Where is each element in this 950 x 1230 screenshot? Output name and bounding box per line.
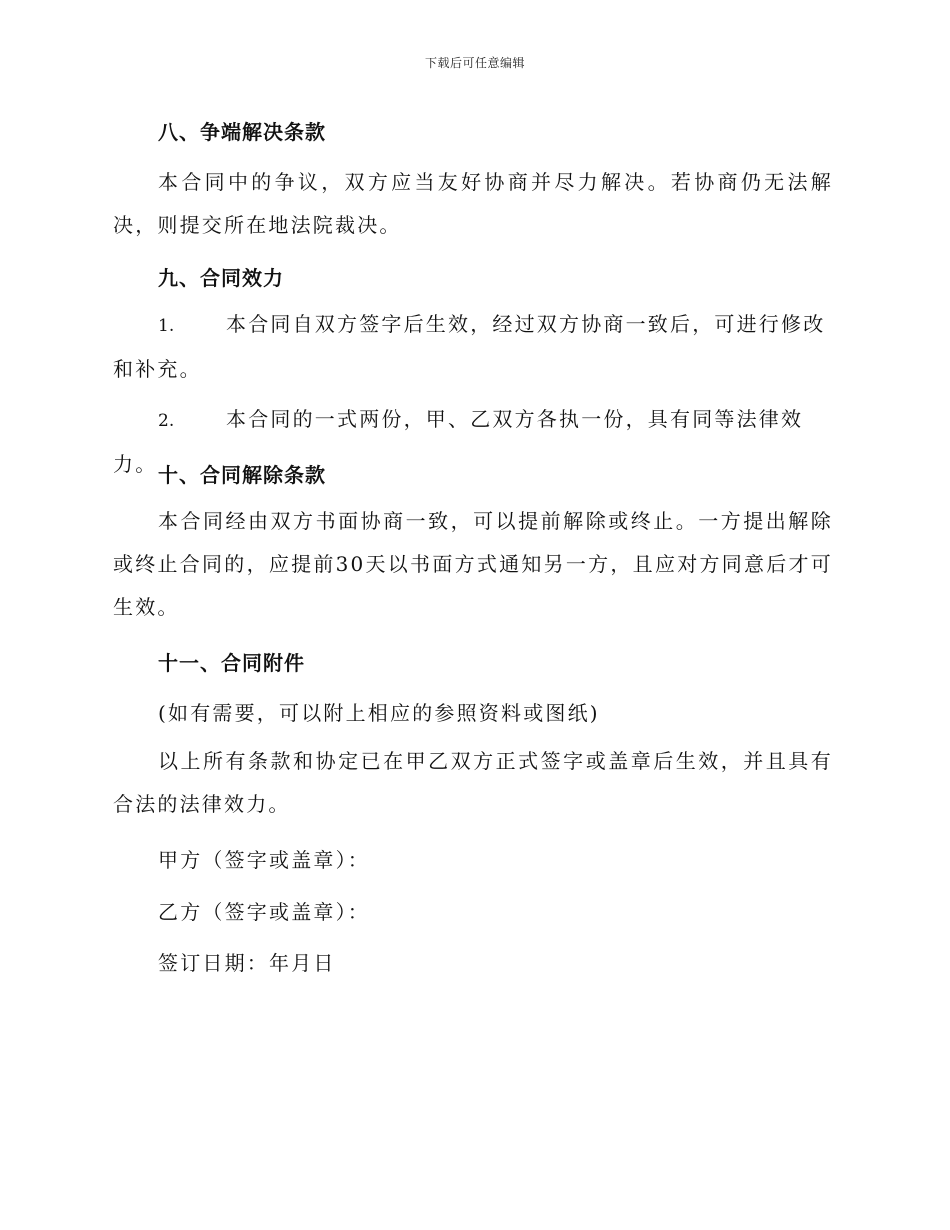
section-9-item-1: [113, 303, 833, 391]
item-2-number: 2.: [158, 411, 175, 431]
signing-date: 签订日期：年月日: [158, 951, 336, 975]
header-note: 下载后可任意编辑: [424, 56, 525, 70]
party-a-signature: 甲方（签字或盖章）：: [158, 848, 370, 872]
closing-statement: 以上所有条款和协定已在甲乙双方正式签字或盖章后生效，并且具有合法的法律效力。: [113, 749, 833, 816]
section-9-title: 九、合同效力: [158, 266, 284, 290]
item-2-text: 本合同的一式两份，甲、乙双方各执一份，具有同等法律效力。: [113, 407, 804, 476]
party-b-signature: 乙方（签字或盖章）：: [158, 900, 370, 924]
section-11-title: 十一、合同附件: [158, 651, 305, 675]
section-10-title: 十、合同解除条款: [158, 463, 326, 487]
section-10-body: 本合同经由双方书面协商一致，可以提前解除或终止。一方提出解除或终止合同的，应提前30天以书面方式通知另一方，且应对方同意后才可生效。: [113, 509, 833, 619]
section-8-title: 八、争端解决条款: [158, 120, 326, 144]
item-1-text: 本合同自双方签字后生效，经过双方协商一致后，可进行修改和补充。: [113, 312, 826, 381]
item-1-number: 1.: [158, 316, 175, 336]
attachment-note: (如有需要，可以附上相应的参照资料或图纸): [158, 701, 600, 725]
section-8-body: 本合同中的争议，双方应当友好协商并尽力解决。若协商仍无法解决，则提交所在地法院裁决。: [113, 170, 833, 237]
